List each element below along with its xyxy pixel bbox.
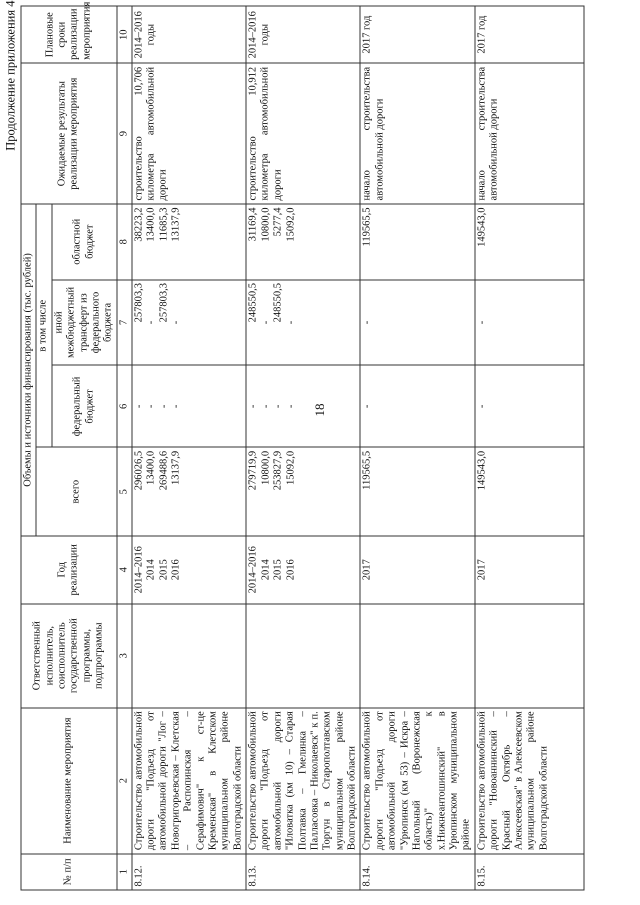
row-total (131, 447, 245, 536)
amount-value: 296026,5 (132, 450, 144, 490)
amount-value: 257803,3 (132, 282, 144, 322)
amount-value: 257803,3 (157, 282, 169, 322)
row-regional (474, 203, 583, 279)
year-value: 2015 (272, 558, 284, 580)
header-terms: Плановые сроки реализации мероприятия (21, 6, 117, 63)
amount-value: 31169,4 (247, 206, 258, 241)
row-executor (246, 603, 360, 707)
amount-value: 149543,0 (475, 450, 487, 490)
header-num: № п/п (21, 853, 117, 889)
amount-value: 38223,2 (132, 206, 144, 242)
row-regional (360, 203, 474, 279)
amount-value: - (361, 320, 373, 324)
amount-value: - (259, 404, 271, 408)
amount-value: - (132, 404, 144, 408)
row-result: начало строительства автомобильной дороги (360, 63, 474, 204)
row-executor (131, 603, 245, 707)
amount-value: 13137,9 (170, 206, 182, 242)
header-regional: областной бюджет (51, 203, 116, 279)
column-index: 4 (116, 535, 131, 603)
amount-value: 13400,0 (145, 206, 157, 242)
table-row (360, 6, 474, 890)
amount-value: - (284, 320, 296, 324)
amount-value: 149543,0 (475, 206, 487, 247)
row-regional (131, 203, 245, 279)
amount-value: - (170, 320, 182, 324)
row-name: Строительство автомобильной дороги "Новоаннинский – Красный Октябрь – Алексеевская" в Алексеевском муниципальном районе Волгоградской области (474, 707, 583, 853)
row-interbudget (131, 279, 245, 365)
amount-value: 269488,6 (157, 450, 169, 490)
header-federal: федеральный бюджет (51, 365, 116, 447)
header-executor: Ответственный исполнитель, соисполнитель государственной программы, подпрограммы (21, 603, 117, 707)
header-results: Ожидаемые результаты реализации мероприятия (21, 63, 117, 204)
column-index: 9 (116, 63, 131, 204)
year-value: 2014 (145, 558, 157, 580)
table-row (131, 6, 245, 890)
row-interbudget (246, 279, 360, 365)
amount-value: - (284, 404, 296, 408)
amount-value: - (475, 320, 487, 324)
row-executor (360, 603, 474, 707)
continuation-title: Продолжение приложения 4 (3, 0, 17, 151)
column-index-row (116, 6, 131, 890)
amount-value: 253827,9 (272, 450, 284, 490)
header-interbudget: иной межбюджетный трансферт из федерального бюджета (51, 279, 116, 365)
row-result: строительство 10,706 километра автомобильной дороги (131, 63, 245, 204)
amount-value: 15092,0 (284, 450, 296, 485)
column-index: 7 (116, 279, 131, 365)
amount-value: 15092,0 (284, 206, 296, 242)
row-executor (474, 603, 583, 707)
row-result: начало строительства автомобильной дороги (474, 63, 583, 204)
row-years (360, 535, 474, 603)
amount-value: 119565,5 (361, 450, 373, 490)
row-federal (131, 365, 245, 447)
row-name: Строительство автомобильной дороги "Подъезд от автомобильной дороги "Иловатка (км 10) – Старая Полтавка – Гмелинка – Палласовка – Николаевск" к п. Торгун в Старополтавском муниципальном районе Волгоградской области (246, 707, 360, 853)
row-interbudget (474, 279, 583, 365)
amount-value: - (157, 404, 169, 408)
row-federal (474, 365, 583, 447)
row-term: 2014–2016 годы (246, 6, 360, 63)
amount-value: 13137,9 (170, 450, 182, 485)
row-term: 2014–2016 годы (131, 6, 245, 63)
column-index: 5 (116, 447, 131, 536)
row-federal (246, 365, 360, 447)
column-index: 6 (116, 365, 131, 447)
year-value: 2015 (157, 558, 169, 580)
amount-value: - (272, 404, 284, 408)
row-regional (246, 203, 360, 279)
column-index: 2 (116, 707, 131, 853)
header-row-1 (21, 6, 36, 890)
funding-table (20, 1, 584, 890)
row-result: строительство 10,912 километра автомобильной дороги (246, 63, 360, 204)
row-years (246, 535, 360, 603)
amount-value: 10800,0 (259, 450, 271, 485)
year-value: 2014–2016 (132, 545, 144, 593)
amount-value: - (170, 404, 182, 408)
table-row (246, 6, 360, 890)
column-index: 1 (116, 853, 131, 889)
column-index: 10 (116, 6, 131, 63)
row-federal (360, 365, 474, 447)
row-years (474, 535, 583, 603)
amount-value: 248550,5 (247, 282, 258, 322)
year-value: 2017 (475, 558, 487, 580)
page-number: 18 (312, 403, 327, 417)
row-num: 8.15. (474, 853, 583, 889)
amount-value: 11685,3 (157, 206, 169, 241)
year-value: 2017 (361, 558, 373, 580)
row-total (360, 447, 474, 536)
row-num: 8.14. (360, 853, 474, 889)
row-years (131, 535, 245, 603)
row-term: 2017 год (360, 6, 474, 63)
amount-value: 248550,5 (272, 282, 284, 322)
header-incl: в том числе (36, 203, 51, 446)
header-total: всего (36, 447, 116, 536)
amount-value: - (247, 404, 258, 408)
year-value: 2014 (259, 558, 271, 580)
header-volumes: Объемы и источники финансирования (тыс. рублей) (21, 203, 36, 535)
amount-value: 13400,0 (145, 450, 157, 485)
row-name: Строительство автомобильной дороги "Подъезд от автомобильной дороги "Лог – Новогригорьевская – Клетская – Распопинская – Серафимович" к ст-це Кременская" в Клетском муниципальном районе Волгоградской области (131, 707, 245, 853)
row-num: 8.12. (131, 853, 245, 889)
amount-value: 119565,5 (361, 206, 373, 246)
row-total (474, 447, 583, 536)
row-name: Строительство автомобильной дороги "Подъезд от автомобильной дороги "Урюпинск (км 53) – Искра – Нагольный (Воронежская область)" к х.Нижнеантошинский" в Урюпинском муниципальном районе (360, 707, 474, 853)
table-row (474, 6, 583, 890)
year-value: 2016 (284, 558, 296, 580)
amount-value: 10800,0 (259, 206, 271, 242)
amount-value: - (361, 404, 373, 408)
amount-value: 279719,9 (247, 450, 258, 490)
amount-value: - (145, 404, 157, 408)
row-total (246, 447, 360, 536)
amount-value: - (475, 404, 487, 408)
amount-value: - (259, 320, 271, 324)
column-index: 3 (116, 603, 131, 707)
column-index: 8 (116, 203, 131, 279)
amount-value: - (145, 320, 157, 324)
header-name: Наименование мероприятия (21, 707, 117, 853)
header-year: Год реализации (21, 535, 117, 603)
row-interbudget (360, 279, 474, 365)
year-value: 2014–2016 (247, 545, 258, 593)
row-term: 2017 год (474, 6, 583, 63)
year-value: 2016 (170, 558, 182, 580)
row-num: 8.13. (246, 853, 360, 889)
amount-value: 5277,4 (272, 206, 284, 236)
